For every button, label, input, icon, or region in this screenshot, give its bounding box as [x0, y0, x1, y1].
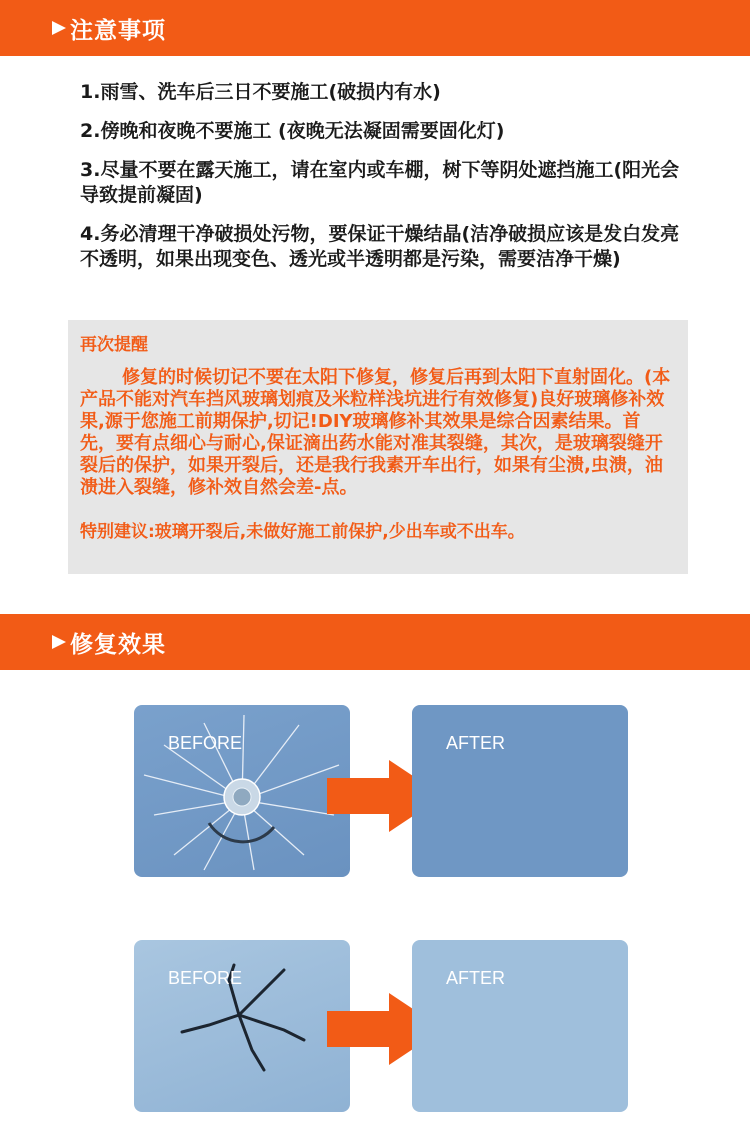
reminder-tip: 特别建议:玻璃开裂后,未做好施工前保护,少出车或不出车。: [80, 522, 525, 542]
effect-banner: [0, 614, 750, 670]
before-panel-1: [134, 705, 350, 877]
arrow-right-icon: [52, 635, 66, 649]
notes-list: [80, 80, 680, 286]
before-label-2: BEFORE: [168, 968, 243, 988]
reminder-box: [68, 320, 688, 574]
after-label-2: AFTER: [446, 968, 506, 988]
before-panel-2: [134, 940, 350, 1112]
effect-section-title: 修复效果: [70, 631, 166, 658]
shattered-glass-icon: [134, 705, 350, 877]
reminder-body: 修复的时候切记不要在太阳下修复，修复后再到太阳下直射固化。(本产品不能对汽车挡风玻璃划痕及米粒样浅坑进行有效修复)良好玻璃修补效果,源于您施工前期保护,切记!DIY玻璃修补其效果是综合因素结果。首先，要有点细心与耐心,保证滴出药水能对准其裂缝，其次，是玻璃裂缝开裂后的保护，如果开裂后，还是我行我素开车出行，如果有尘溃,虫溃，油溃进入裂缝，修补效自然会差-点。: [80, 367, 671, 498]
before-label-1: BEFORE: [168, 733, 243, 753]
note-item-4: 4.务必清理干净破损处污物，要保证干燥结晶(洁净破损应该是发白发亮不透明，如果出现变色、透光或半透明都是污染，需要洁净干燥): [80, 223, 680, 270]
arrow-right-icon: [52, 21, 66, 35]
after-panel-2: [412, 940, 628, 1112]
after-panel-1: [412, 705, 628, 877]
note-item-3: 3.尽量不要在露天施工，请在室内或车棚，树下等阴处遮挡施工(阳光会导致提前凝固): [80, 159, 680, 206]
note-item-2: 2.傍晚和夜晚不要施工 (夜晚无法凝固需要固化灯): [80, 120, 505, 142]
notes-section-title: 注意事项: [70, 17, 166, 44]
after-label-1: AFTER: [446, 733, 506, 753]
note-item-1: 1.雨雪、洗车后三日不要施工(破损内有水): [80, 81, 441, 103]
reminder-title: 再次提醒: [80, 335, 148, 355]
notes-banner: [0, 0, 750, 56]
cracked-glass-icon: [134, 940, 350, 1112]
